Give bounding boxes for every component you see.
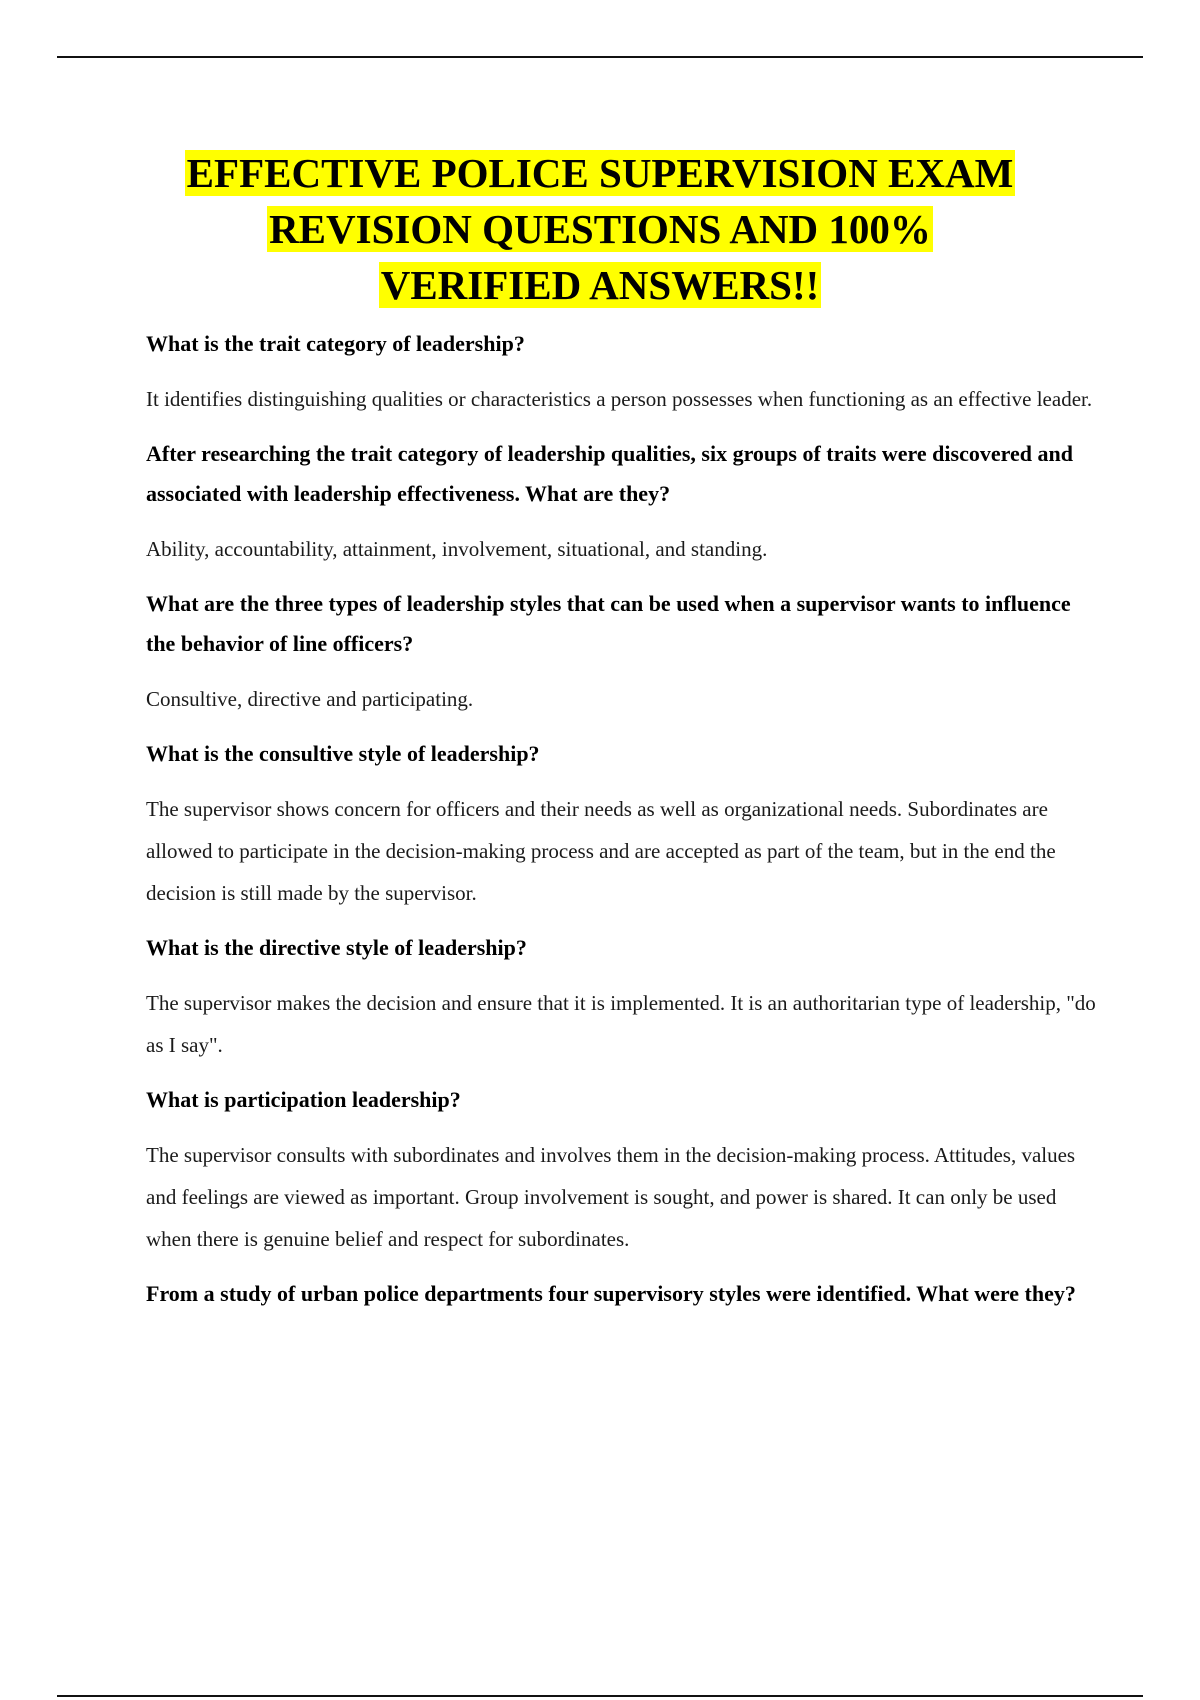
question-text: From a study of urban police departments four supervisory styles were identified. What were they?: [146, 1281, 1076, 1306]
answer-text: The supervisor shows concern for officers and their needs as well as organizational needs. Subordinates are allowed to participate in the decision-making process and are accepted as part of the team, but in the end the decision is still made by the supervisor.: [146, 797, 1056, 905]
answer-text: Ability, accountability, attainment, involvement, situational, and standing.: [146, 537, 768, 561]
answer-text: Consultive, directive and participating.: [146, 687, 474, 711]
qa-item: [146, 324, 1096, 420]
qa-list: [146, 324, 1096, 1328]
bottom-divider: [57, 1695, 1143, 1697]
question-text: What is the trait category of leadership?: [146, 331, 525, 356]
question-text: What are the three types of leadership styles that can be used when a supervisor wants to influence the behavior of line officers?: [146, 591, 1071, 656]
answer-text: It identifies distinguishing qualities or characteristics a person possesses when functioning as an effective leader.: [146, 387, 1093, 411]
question-text: What is participation leadership?: [146, 1087, 461, 1112]
qa-item: [146, 928, 1096, 1066]
title-line-3: VERIFIED ANSWERS!!: [380, 262, 820, 308]
answer-text: The supervisor makes the decision and ensure that it is implemented. It is an authoritarian type of leadership, "do as I say".: [146, 991, 1096, 1057]
qa-item: [146, 584, 1096, 720]
question-text: After researching the trait category of leadership qualities, six groups of traits were discovered and associated with leadership effectiveness. What are they?: [146, 441, 1073, 506]
qa-item: [146, 434, 1096, 570]
top-divider: [57, 56, 1143, 58]
document-title: [100, 145, 1100, 313]
qa-item: [146, 734, 1096, 914]
question-text: What is the directive style of leadership?: [146, 935, 527, 960]
answer-text: The supervisor consults with subordinates and involves them in the decision-making process. Attitudes, values and feelings are viewed as important. Group involvement is sought, and power is shared. It can only be used when there is genuine belief and respect for subordinates.: [146, 1143, 1076, 1251]
qa-item: [146, 1274, 1096, 1314]
title-line-2: REVISION QUESTIONS AND 100%: [269, 206, 931, 252]
question-text: What is the consultive style of leadership?: [146, 741, 540, 766]
title-line-1: EFFECTIVE POLICE SUPERVISION EXAM: [186, 150, 1014, 196]
qa-item: [146, 1080, 1096, 1260]
